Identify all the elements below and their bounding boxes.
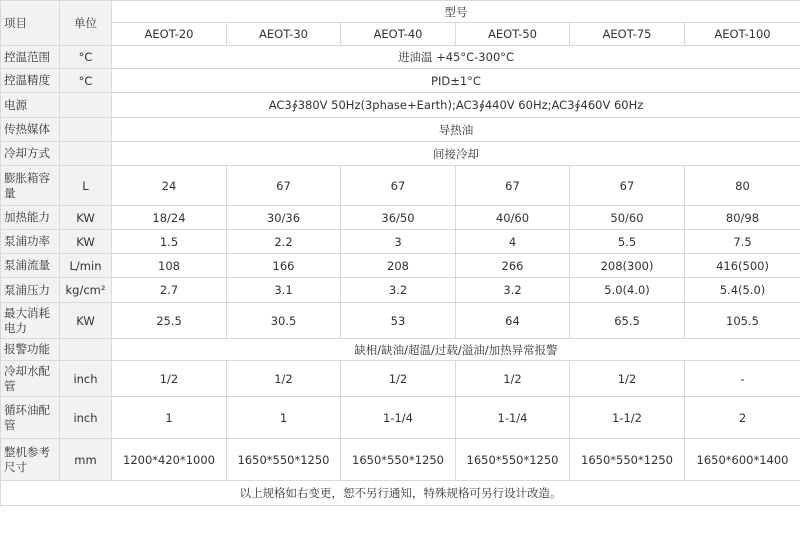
row-label: 泵浦压力 (1, 278, 60, 303)
row-unit: inch (60, 361, 112, 397)
table-cell: 416(500) (685, 254, 800, 278)
row-unit: KW (60, 230, 112, 254)
table-cell: 1-1/2 (570, 397, 685, 439)
table-cell: 80/98 (685, 206, 800, 230)
row-unit: L (60, 166, 112, 206)
table-row (1, 361, 800, 397)
table-cell: 24 (112, 166, 227, 206)
row-value: PID±1°C (112, 69, 800, 93)
row-label: 泵浦流量 (1, 254, 60, 278)
table-cell: 25.5 (112, 303, 227, 339)
table-cell: 4 (456, 230, 570, 254)
row-label: 膨胀箱容量 (1, 166, 60, 206)
table-cell: 53 (341, 303, 456, 339)
table-cell: - (685, 361, 800, 397)
row-label: 传热媒体 (1, 118, 60, 142)
table-cell: 1650*550*1250 (341, 439, 456, 481)
header-model-group: 型号 (112, 1, 800, 23)
table-cell: 1650*550*1250 (456, 439, 570, 481)
table-cell: 1/2 (112, 361, 227, 397)
table-cell: 7.5 (685, 230, 800, 254)
table-cell: 80 (685, 166, 800, 206)
table-cell: 1650*550*1250 (570, 439, 685, 481)
row-label: 循环油配管 (1, 397, 60, 439)
row-unit: °C (60, 69, 112, 93)
row-unit (60, 93, 112, 118)
row-unit: inch (60, 397, 112, 439)
table-cell: 1-1/4 (341, 397, 456, 439)
table-cell: 5.0(4.0) (570, 278, 685, 303)
row-value: 进油温 +45°C-300°C (112, 46, 800, 69)
table-cell: 67 (570, 166, 685, 206)
table-cell: 1-1/4 (456, 397, 570, 439)
model-name: AEOT-40 (341, 23, 456, 46)
table-cell: 1/2 (227, 361, 341, 397)
table-cell: 67 (341, 166, 456, 206)
table-row (1, 339, 800, 361)
row-unit: KW (60, 303, 112, 339)
table-row (1, 278, 800, 303)
row-unit: °C (60, 46, 112, 69)
table-cell: 2 (685, 397, 800, 439)
table-row (1, 206, 800, 230)
row-label: 冷却水配管 (1, 361, 60, 397)
table-row (1, 166, 800, 206)
row-label: 电源 (1, 93, 60, 118)
row-unit: L/min (60, 254, 112, 278)
table-row (1, 439, 800, 481)
table-row (1, 303, 800, 339)
table-cell: 1.5 (112, 230, 227, 254)
table-cell: 1/2 (570, 361, 685, 397)
model-name: AEOT-75 (570, 23, 685, 46)
table-cell: 2.2 (227, 230, 341, 254)
model-name: AEOT-20 (112, 23, 227, 46)
table-cell: 65.5 (570, 303, 685, 339)
table-cell: 36/50 (341, 206, 456, 230)
row-value: 导热油 (112, 118, 800, 142)
table-cell: 105.5 (685, 303, 800, 339)
table-cell: 266 (456, 254, 570, 278)
table-cell: 1/2 (341, 361, 456, 397)
model-name: AEOT-100 (685, 23, 800, 46)
table-cell: 64 (456, 303, 570, 339)
table-row (1, 142, 800, 166)
row-unit: mm (60, 439, 112, 481)
table-cell: 18/24 (112, 206, 227, 230)
table-cell: 208 (341, 254, 456, 278)
table-cell: 108 (112, 254, 227, 278)
row-label: 控温精度 (1, 69, 60, 93)
table-cell: 1 (227, 397, 341, 439)
header-row (1, 1, 800, 23)
row-label: 冷却方式 (1, 142, 60, 166)
footnote-row (1, 481, 800, 506)
row-label: 控温范围 (1, 46, 60, 69)
table-cell: 1650*600*1400 (685, 439, 800, 481)
header-item: 项目 (1, 1, 60, 46)
table-cell: 40/60 (456, 206, 570, 230)
table-row (1, 230, 800, 254)
model-name: AEOT-50 (456, 23, 570, 46)
table-row (1, 397, 800, 439)
header-unit: 单位 (60, 1, 112, 46)
table-cell: 5.4(5.0) (685, 278, 800, 303)
table-cell: 3.2 (341, 278, 456, 303)
table-cell: 5.5 (570, 230, 685, 254)
table-row (1, 46, 800, 69)
row-label: 报警功能 (1, 339, 60, 361)
row-unit: kg/cm² (60, 278, 112, 303)
footnote: 以上规格如右变更，恕不另行通知，特殊规格可另行设计改造。 (1, 481, 800, 506)
row-unit (60, 118, 112, 142)
table-cell: 166 (227, 254, 341, 278)
table-cell: 208(300) (570, 254, 685, 278)
table-cell: 2.7 (112, 278, 227, 303)
table-cell: 67 (227, 166, 341, 206)
table-cell: 3.2 (456, 278, 570, 303)
row-value: AC3∮380V 50Hz(3phase+Earth);AC3∮440V 60Hz;AC3∮460V 60Hz (112, 93, 800, 118)
row-value: 间接冷却 (112, 142, 800, 166)
table-cell: 3 (341, 230, 456, 254)
row-unit: KW (60, 206, 112, 230)
table-cell: 3.1 (227, 278, 341, 303)
table-cell: 30/36 (227, 206, 341, 230)
table-cell: 67 (456, 166, 570, 206)
table-row (1, 254, 800, 278)
table-row (1, 118, 800, 142)
row-label: 整机参考尺寸 (1, 439, 60, 481)
row-label: 加热能力 (1, 206, 60, 230)
row-label: 最大消耗电力 (1, 303, 60, 339)
table-cell: 1/2 (456, 361, 570, 397)
model-row (1, 23, 800, 46)
row-unit (60, 142, 112, 166)
model-name: AEOT-30 (227, 23, 341, 46)
table-cell: 1 (112, 397, 227, 439)
table-cell: 1200*420*1000 (112, 439, 227, 481)
row-value: 缺相/缺油/超温/过载/溢油/加热异常报警 (112, 339, 800, 361)
table-row (1, 93, 800, 118)
table-cell: 50/60 (570, 206, 685, 230)
table-cell: 1650*550*1250 (227, 439, 341, 481)
table-cell: 30.5 (227, 303, 341, 339)
row-unit (60, 339, 112, 361)
row-label: 泵浦功率 (1, 230, 60, 254)
table-row (1, 69, 800, 93)
